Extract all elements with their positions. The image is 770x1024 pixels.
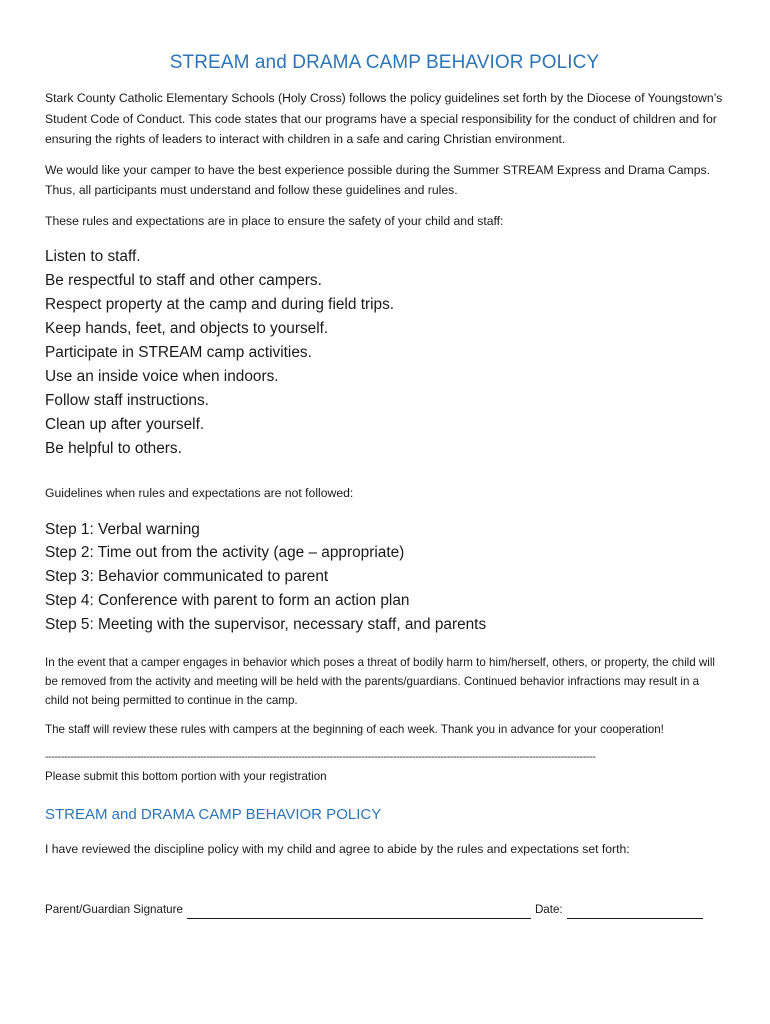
cut-line-divider: ------------------------------------------------------------------------------------------------------------------------------------------------------------------------------ (45, 750, 596, 763)
agreement-statement: I have reviewed the discipline policy with my child and agree to abide by the rules and expectations set forth: (45, 841, 630, 856)
date-label: Date: (534, 902, 563, 916)
document-title: STREAM and DRAMA CAMP BEHAVIOR POLICY (169, 52, 600, 73)
submit-note: Please submit this bottom portion with your registration (45, 769, 327, 783)
rule-item: Be respectful to staff and other campers. (45, 272, 322, 289)
signature-field[interactable] (187, 906, 531, 919)
signature-row (45, 901, 724, 919)
guidelines-lead: Guidelines when rules and expectations are not followed: (45, 486, 354, 500)
event-paragraph: In the event that a camper engages in behavior which poses a threat of bodily harm to him/herself, others, or property, the child will be removed from the activity and meeting will be held with the parents/guardians. Continued behavior infractions may result in a child not being permitted to continue in the camp. (45, 656, 716, 708)
intro-paragraph-3: These rules and expectations are in place to ensure the safety of your child and staff: (45, 213, 504, 228)
form-title: STREAM and DRAMA CAMP BEHAVIOR POLICY (45, 805, 382, 823)
signature-label: Parent/Guardian Signature (45, 902, 183, 916)
rule-item: Clean up after yourself. (45, 416, 205, 433)
steps-list (45, 518, 724, 637)
date-field[interactable] (567, 906, 703, 919)
rule-item: Listen to staff. (45, 248, 141, 265)
step-item: Step 2: Time out from the activity (age – appropriate) (45, 544, 405, 562)
rule-item: Respect property at the camp and during field trips. (45, 296, 395, 313)
step-item: Step 5: Meeting with the supervisor, necessary staff, and parents (45, 615, 487, 633)
intro-paragraph-2: We would like your camper to have the best experience possible during the Summer STREAM Express and Drama Camps. Thus, all participants must understand and follow these guidelines and rules. (45, 162, 710, 197)
review-paragraph: The staff will review these rules with campers at the beginning of each week. Thank you in advance for your cooperation! (45, 723, 664, 737)
rule-item: Participate in STREAM camp activities. (45, 344, 312, 361)
rule-item: Follow staff instructions. (45, 392, 209, 409)
step-item: Step 4: Conference with parent to form an action plan (45, 591, 410, 609)
step-item: Step 3: Behavior communicated to parent (45, 568, 329, 586)
rule-item: Be helpful to others. (45, 440, 182, 457)
rules-list (45, 245, 724, 461)
rule-item: Keep hands, feet, and objects to yourself. (45, 320, 329, 337)
rule-item: Use an inside voice when indoors. (45, 368, 279, 385)
intro-paragraph-1: Stark County Catholic Elementary Schools (Holy Cross) follows the policy guidelines set forth by the Diocese of Youngstown’s Student Code of Conduct. This code states that our programs have a special responsibility for the conduct of children and for ensuring the rights of leaders to interact with children in a safe and caring Christian environment. (45, 91, 723, 146)
step-item: Step 1: Verbal warning (45, 520, 200, 538)
